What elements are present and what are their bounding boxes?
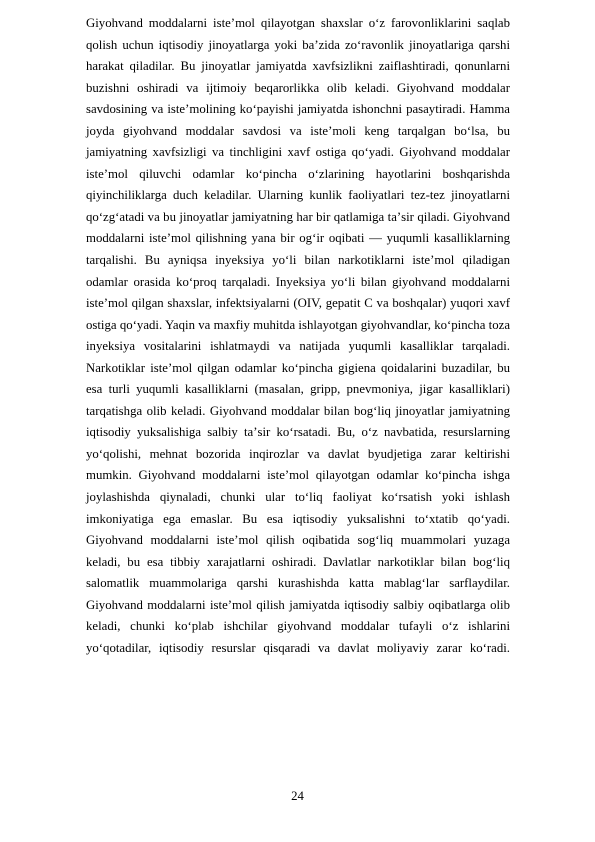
page-number: 24 [291, 789, 304, 803]
body-paragraph: Giyohvand moddalarni isteʼmol qilayotgan shaxslar oʻz farovonliklarini saqlab qolish uchun iqtisodiy jinoyatlarga yoki baʼzida zoʻravonlik jinoyatlariga qarshi harakat qiladilar. Bu jinoyatlar jamiyatda xavfsizlikni zaiflashtiradi, qonunlarni buzishni oshiradi va ijtimoiy beqarorlikka olib keladi. Giyohvand moddalar savdosining va isteʼmolining koʻpayishi jamiyatda ishonchni pasaytiradi. Hamma joyda giyohvand moddalar savdosi va isteʼmoli keng tarqalgan boʻlsa, bu jamiyatning xavfsizligi va tinchligini xavf ostiga qoʻyadi. Giyohvand moddalar isteʼmol qiluvchi odamlar koʻpincha oʻzlarining hayotlarini boshqarishda qiyinchiliklarga duch keladilar. Ularning kunlik faoliyatlari tez-tez jinoyatlarni qoʻzgʻatadi va bu jinoyatlar jamiyatning har bir qatlamiga taʼsir qiladi. Giyohvand moddalarni isteʼmol qilishning yana bir ogʻir oqibati — yuqumli kasalliklarning tarqalishi. Bu ayniqsa inyeksiya yoʻli bilan narkotiklarni isteʼmol qiladigan odamlar orasida koʻproq tarqaladi. Inyeksiya yoʻli bilan giyohvand moddalarni isteʼmol qilgan shaxslar, infektsiyalarni (OIV, gepatit C va boshqalar) yuqori xavf ostiga qoʻyadi. Yaqin va maxfiy muhitda ishlayotgan giyohvandlar, koʻpincha toza inyeksiya vositalarini ishlatmaydi va natijada yuqumli kasalliklar tarqaladi. Narkotiklar isteʼmol qilgan odamlar koʻpincha gigiena qoidalarini buzadilar, bu esa turli yuqumli kasalliklarni (masalan, gripp, pnevmoniya, jigar kasalliklari) tarqatishga olib keladi. Giyohvand moddalar bilan bogʻliq jinoyatlar jamiyatning iqtisodiy yuksalishiga salbiy taʼsir koʻrsatadi. Bu, oʻz navbatida, resurslarning yoʻqolishi, mehnat bozorida inqirozlar va davlat byudjetiga zarar keltirishi mumkin. Giyohvand moddalarni isteʼmol qilayotgan odamlar koʻpincha ishga joylashishda qiynaladi, chunki ular toʻliq faoliyat koʻrsatish yoki ishlash imkoniyatiga ega emaslar. Bu esa iqtisodiy yuksalishni toʻxtatib qoʻyadi. Giyohvand moddalarni isteʼmol qilish oqibatida sogʻliq muammolari yuzaga keladi, bu esa tibbiy xarajatlarni oshiradi. Davlatlar narkotiklar bilan bogʻliq salomatlik muammolariga qarshi kurashishda katta mablagʻlar sarflaydilar. Giyohvand moddalarni isteʼmol qilish jamiyatda iqtisodiy salbiy oqibatlarga olib keladi, chunki koʻplab ishchilar giyohvand moddalar tufayli oʻz ishlarini yoʻqotadilar, iqtisodiy resurslar qisqaradi va davlat moliyaviy zarar koʻradi. [86, 16, 510, 655]
